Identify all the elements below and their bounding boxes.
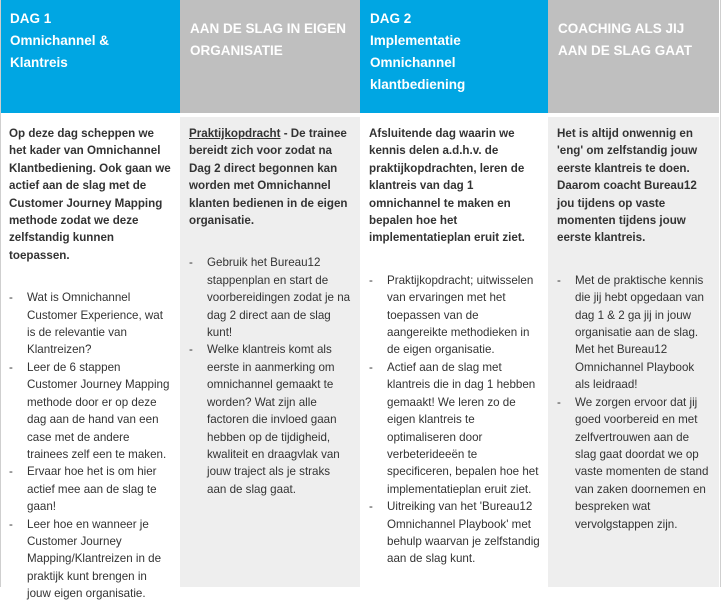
intro-text: - De trainee bereidt zich voor zodat na Dag 2 direct begonnen kan worden met Omnichannel klanten bedienen in de eigen organisatie. [189, 127, 348, 228]
column-intro [189, 125, 352, 229]
bullet-item [557, 394, 711, 533]
bullet-item [557, 272, 711, 394]
bullet-item [189, 254, 352, 341]
column-intro: Op deze dag scheppen we het kader van Omnichannel Klantbediening. Ook gaan we actief aan de slag met de Customer Journey Mapping methode zodat we deze zelfstandig kunnen toepassen. [9, 127, 171, 262]
bullet-item [369, 359, 540, 498]
intro-underlined: Praktijkopdracht [189, 127, 281, 140]
bullet-list [189, 254, 352, 498]
bullet-text: Met de praktische kennis die jij hebt opgedaan van dag 1 & 2 ga jij in jouw organisatie aan de slag. Met het Bureau12 Omnichannel Playbook als leidraad! [575, 273, 704, 392]
bullet-dash: - [369, 500, 373, 514]
column-coaching [548, 117, 719, 587]
bullet-dash: - [9, 291, 13, 305]
bullet-dash: - [189, 343, 193, 357]
column-day2 [360, 117, 548, 587]
bullet-item [369, 272, 540, 359]
header-line: DAG 2 [370, 11, 412, 26]
bullet-item [369, 498, 540, 568]
bullet-dash: - [557, 273, 561, 287]
bullet-list [369, 272, 540, 568]
header-day2 [360, 0, 548, 113]
bullet-text: Actief aan de slag met klantreis die in dag 1 hebben gemaakt! We leren zo de eigen klantreis te optimaliseren door verbeterideeën te specificeren, bepalen hoe het implementatieplan eruit ziet. [387, 360, 539, 496]
bullet-list [9, 289, 172, 602]
header-day1 [0, 0, 180, 113]
bullet-text: Welke klantreis komt als eerste in aanmerking om omnichannel gemaakt te worden? Wat zijn alle factoren die invloed gaan hebben op de tijdigheid, kwaliteit en draagvlak van jouw traject als je straks aan de slag gaat. [207, 343, 340, 496]
header-line: Omnichannel [370, 55, 456, 70]
bullet-item [9, 359, 172, 463]
bullet-item [9, 463, 172, 515]
bullet-dash: - [369, 273, 373, 287]
column-intro: Het is altijd onwennig en 'eng' om zelfstandig jouw eerste klantreis te doen. Daarom coacht Bureau12 jou tijdens op vaste momenten tijdens jouw eerste klantreis. [557, 127, 698, 245]
header-coaching [548, 0, 719, 113]
bullet-text: Wat is Omnichannel Customer Experience, wat is de relevantie van Klantreizen? [27, 291, 163, 357]
header-line: klantbediening [370, 77, 466, 92]
bullet-item [189, 341, 352, 498]
header-line: Klantreis [10, 55, 68, 70]
bullet-text: Praktijkopdracht; uitwisselen van ervaringen met het toepassen van de aangereikte methodieken in de eigen organisatie. [387, 273, 534, 357]
table-border-left [0, 0, 1, 587]
bullet-dash: - [9, 465, 13, 479]
bullet-dash: - [557, 395, 561, 409]
header-line: AAN DE SLAG GAAT [558, 43, 692, 58]
column-day1 [0, 117, 180, 601]
header-line: DAG 1 [10, 11, 52, 26]
bullet-dash: - [9, 517, 13, 531]
bullet-text: We zorgen ervoor dat jij goed voorbereid en met zelfvertrouwen aan de slag gaat doordat we op vaste momenten de stand van zaken doornemen en bespreken wat vervolgstappen zijn. [575, 395, 709, 531]
bullet-item [9, 516, 172, 603]
bullet-dash: - [189, 256, 193, 270]
header-line: ORGANISATIE [190, 43, 283, 58]
bullet-text: Gebruik het Bureau12 stappenplan en start de voorbereidingen zodat je na dag 2 direct aan de slag kunt! [207, 256, 351, 340]
bullet-dash: - [369, 360, 373, 374]
header-line: COACHING ALS JIJ [558, 21, 685, 36]
column-own-organisation [180, 117, 360, 587]
header-own-organisation [180, 0, 360, 113]
header-line: Omnichannel & [10, 33, 110, 48]
column-intro: Afsluitende dag waarin we kennis delen a.d.h.v. de praktijkopdrachten, leren de klantreis van dag 1 omnichannel te maken en bepalen hoe het implementatieplan eruit ziet. [369, 127, 525, 245]
bullet-text: Leer de 6 stappen Customer Journey Mapping methode door er op deze dag aan de hand van een case met de andere trainees zelf een te maken. [27, 360, 170, 461]
bullet-text: Ervaar hoe het is om hier actief mee aan de slag te gaan! [27, 465, 157, 514]
bullet-item [9, 289, 172, 359]
header-line: AAN DE SLAG IN EIGEN [190, 21, 347, 36]
header-line: Implementatie [370, 33, 461, 48]
bullet-text: Leer hoe en wanneer je Customer Journey Mapping/Klantreizen in de praktijk kunt brengen in jouw eigen organisatie. [27, 517, 162, 601]
bullet-dash: - [9, 360, 13, 374]
bullet-text: Uitreiking van het 'Bureau12 Omnichannel Playbook' met behulp waarvan je zelfstandig aan de slag kunt. [387, 500, 540, 566]
bullet-list [557, 272, 711, 533]
